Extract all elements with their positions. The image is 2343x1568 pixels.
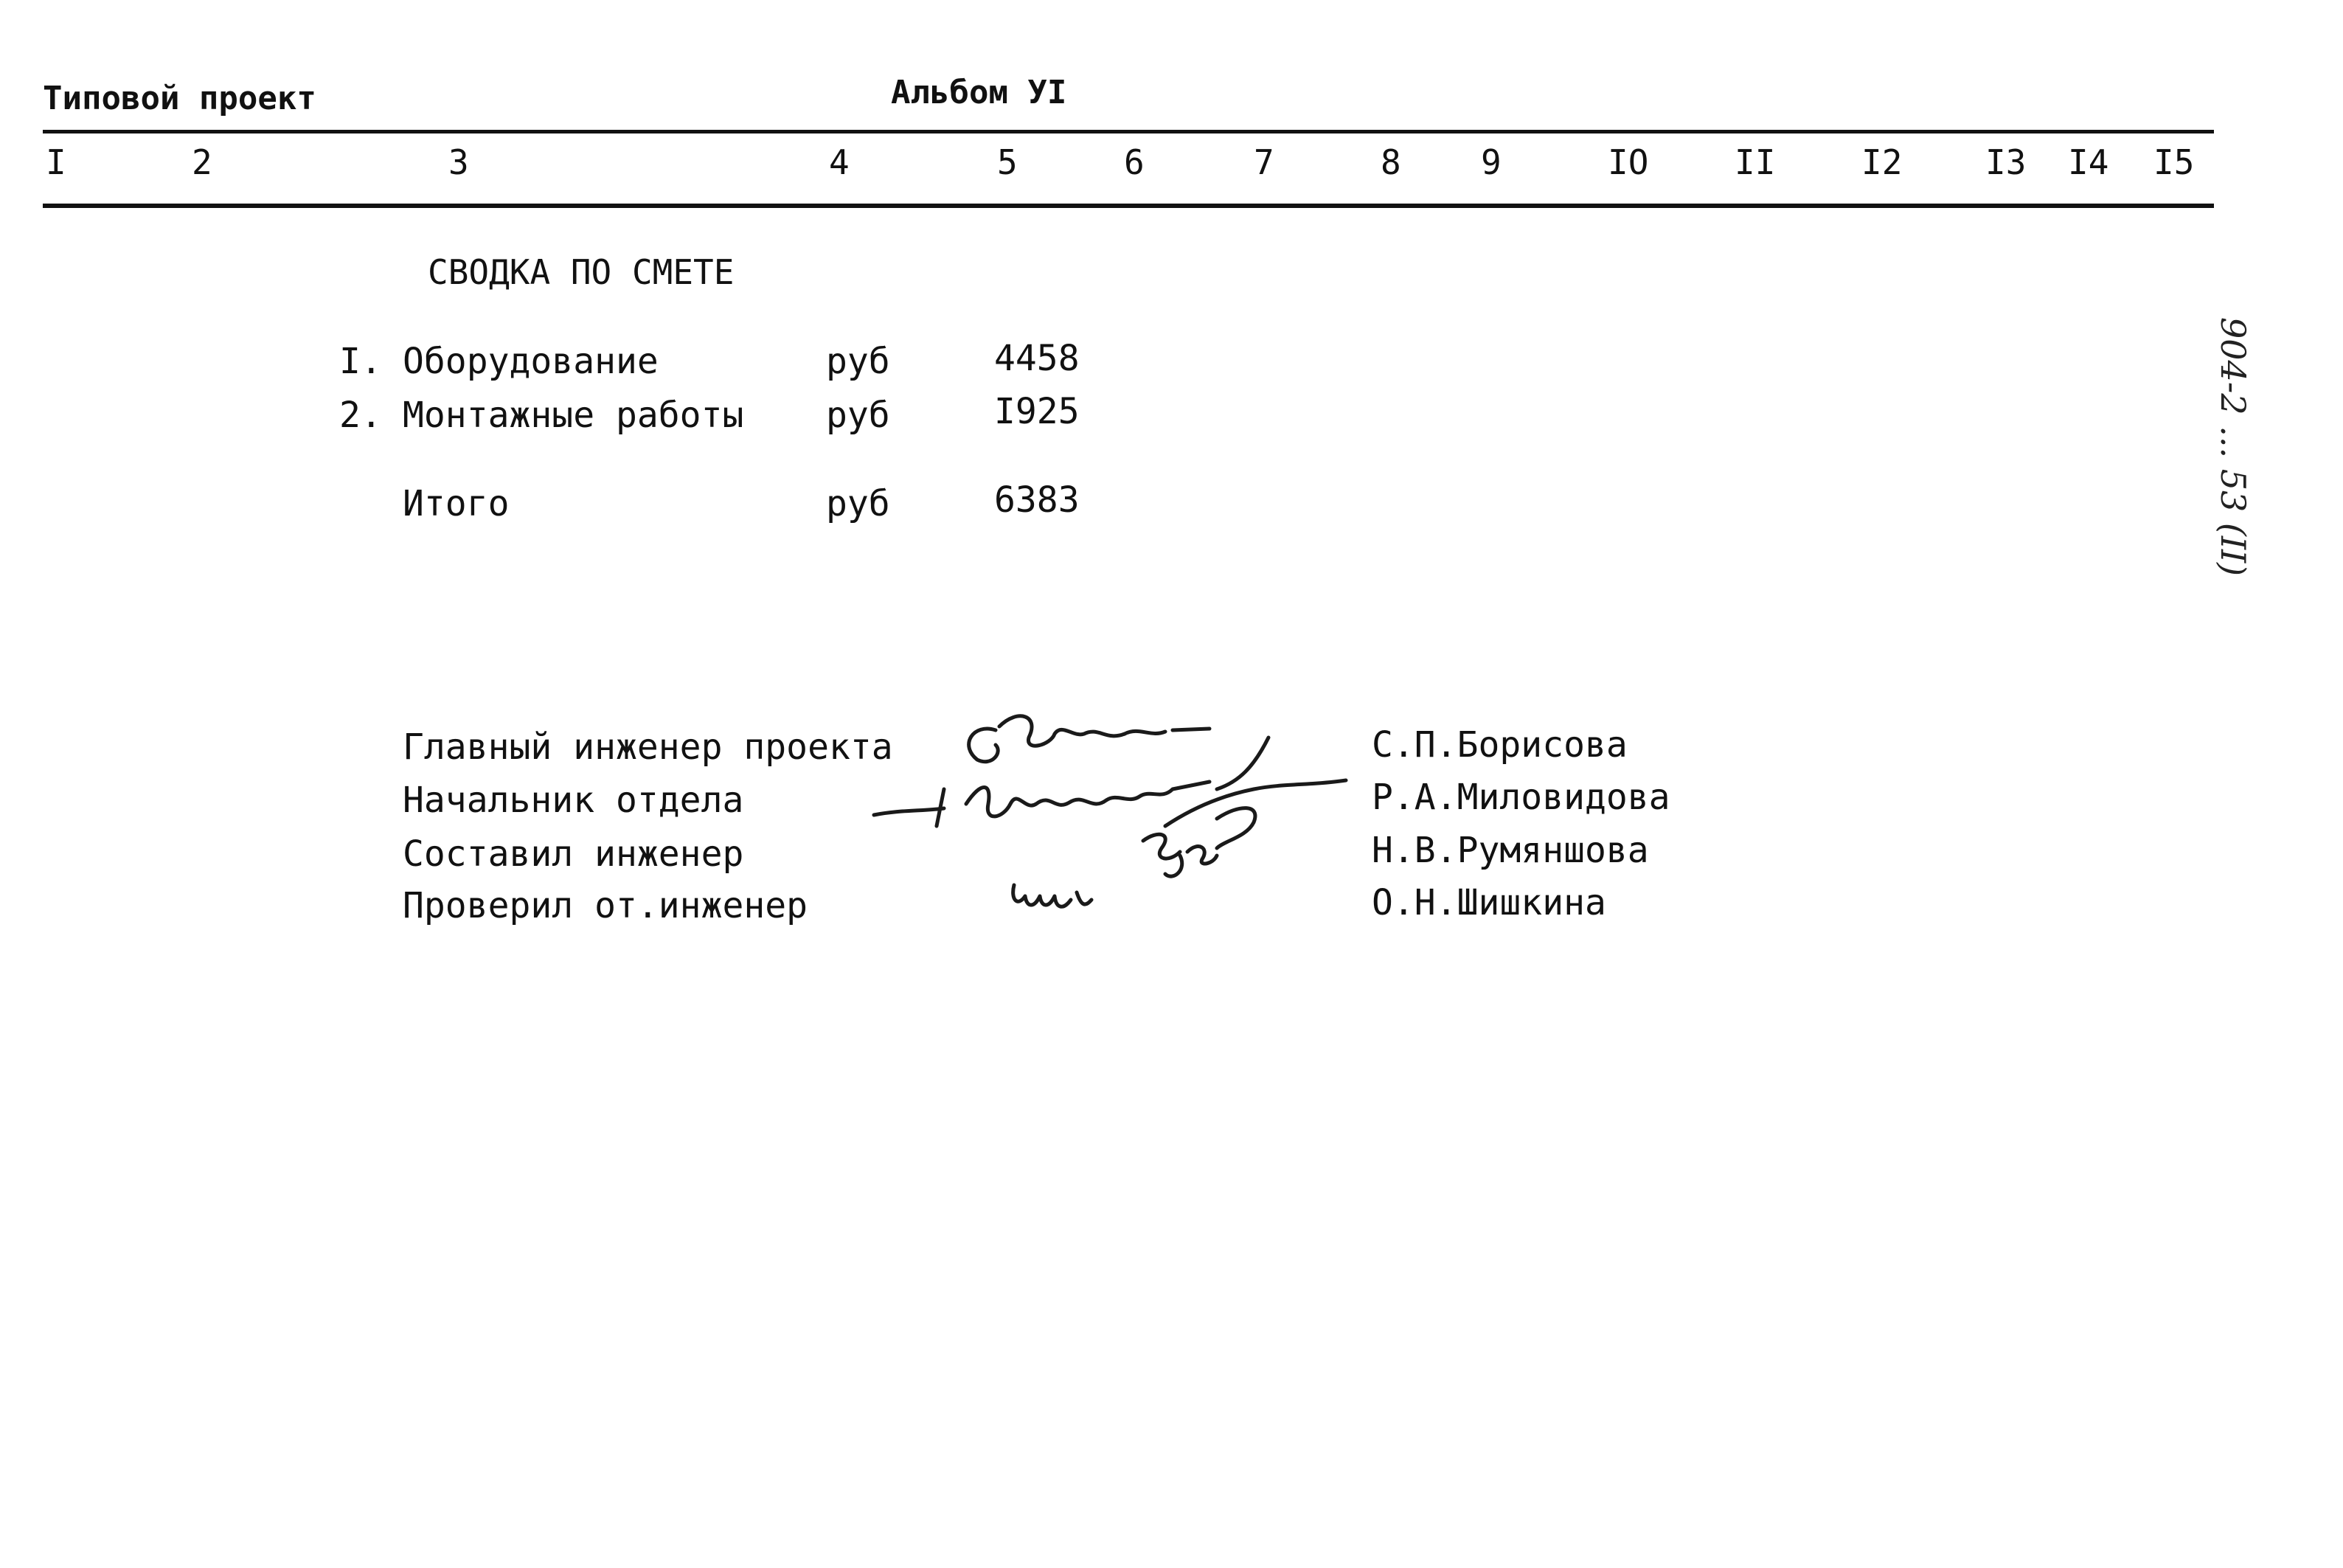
column-number: 2 (192, 142, 212, 182)
signature-role: Проверил от.инженер (403, 885, 808, 926)
summary-title: СВОДКА ПО СМЕТЕ (428, 252, 735, 292)
handwritten-signatures (870, 693, 1372, 944)
column-number: 9 (1481, 142, 1502, 182)
item-value: I925 (994, 391, 1080, 432)
header-rule-top (43, 130, 2214, 133)
signature-role: Главный инженер проекта (403, 726, 893, 768)
item-unit: руб (826, 395, 890, 436)
column-number: 8 (1381, 142, 1401, 182)
column-number: II (1735, 142, 1776, 182)
column-number: I2 (1861, 142, 1903, 182)
column-number: 7 (1254, 142, 1274, 182)
column-number: 5 (997, 142, 1018, 182)
item-label: Оборудование (403, 341, 659, 382)
column-number: I (46, 142, 66, 182)
total-value: 6383 (994, 479, 1080, 521)
signature-name: О.Н.Шишкина (1372, 882, 1606, 923)
side-annotation: 904-2 ... 53 (II) (2213, 317, 2253, 577)
column-number: I5 (2153, 142, 2195, 182)
item-number: 2. (339, 395, 382, 436)
item-number: I. (339, 341, 382, 382)
column-number: 4 (829, 142, 850, 182)
column-number: I3 (1985, 142, 2027, 182)
signature-role: Начальник отдела (403, 780, 744, 821)
total-unit: руб (826, 483, 890, 524)
column-number: IO (1608, 142, 1649, 182)
item-unit: руб (826, 341, 890, 382)
signature-name: С.П.Борисова (1372, 724, 1628, 766)
column-number: 3 (448, 142, 469, 182)
header-rule-bottom (43, 204, 2214, 208)
item-label: Монтажные работы (403, 395, 744, 436)
signature-name: Р.А.Миловидова (1372, 777, 1670, 818)
column-number: I4 (2068, 142, 2109, 182)
item-value: 4458 (994, 338, 1080, 379)
signature-role: Составил инженер (403, 833, 744, 875)
column-number: 6 (1124, 142, 1145, 182)
album-label: Альбом УI (891, 74, 1067, 111)
project-type-label: Типовой проект (43, 80, 316, 117)
signature-name: Н.В.Румяншова (1372, 830, 1649, 871)
total-label: Итого (403, 483, 510, 524)
